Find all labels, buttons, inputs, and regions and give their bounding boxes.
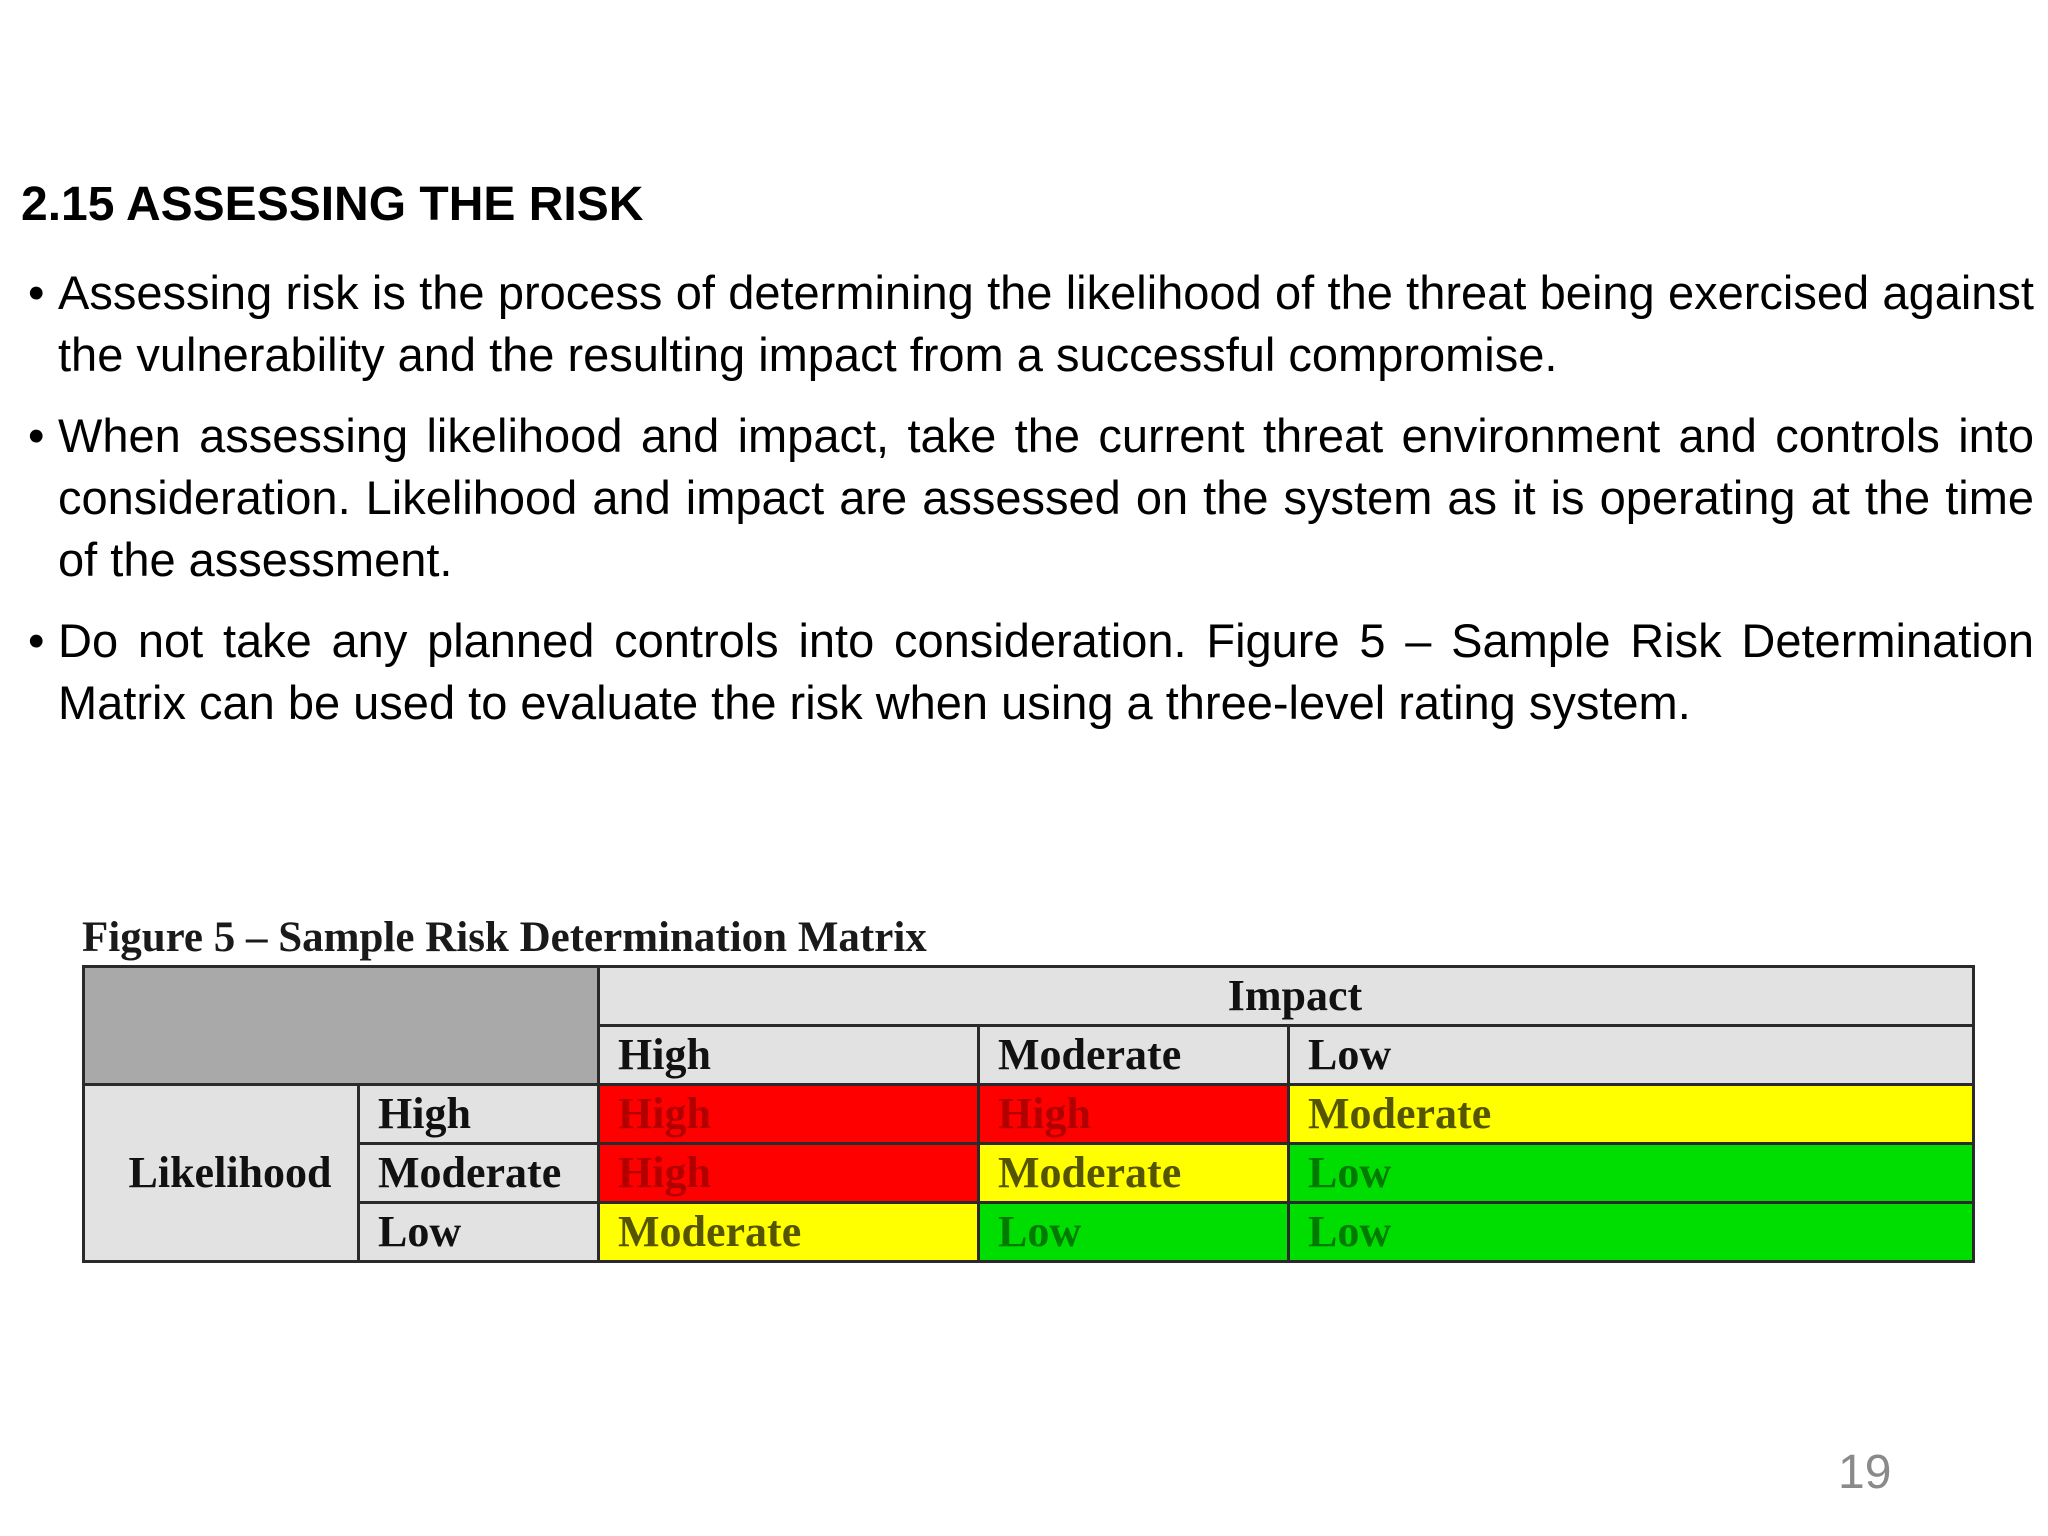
matrix-header-row — [84, 967, 1974, 1026]
risk-cell: High — [599, 1144, 979, 1203]
matrix-row-likelihood-moderate — [84, 1144, 1974, 1203]
risk-matrix — [82, 965, 1975, 1263]
figure-caption: Figure 5 – Sample Risk Determination Matrix — [82, 914, 927, 961]
matrix-row-likelihood-low — [84, 1203, 1974, 1262]
risk-cell: Low — [979, 1203, 1289, 1262]
impact-level-moderate: Moderate — [979, 1026, 1289, 1085]
bullet-marker-icon: • — [28, 614, 45, 667]
bullet-marker-icon: • — [28, 266, 45, 319]
bullet-list — [22, 262, 2034, 753]
likelihood-level-low: Low — [359, 1203, 599, 1262]
risk-cell: High — [979, 1085, 1289, 1144]
likelihood-level-moderate: Moderate — [359, 1144, 599, 1203]
slide-title: 2.15 ASSESSING THE RISK — [21, 178, 644, 231]
bullet-text: Do not take any planned controls into consideration. Figure 5 – Sample Risk Determination Matrix can be used to evaluate the risk when using a three-level rating system. — [58, 614, 2034, 729]
bullet-text: When assessing likelihood and impact, take the current threat environment and controls into consideration. Likelihood and impact are assessed on the system as it is operating at the time of the assessment. — [58, 409, 2034, 586]
impact-header: Impact — [599, 967, 1974, 1026]
risk-cell: Moderate — [1289, 1085, 1974, 1144]
risk-cell: High — [599, 1085, 979, 1144]
matrix-row-likelihood-high — [84, 1085, 1974, 1144]
impact-level-high: High — [599, 1026, 979, 1085]
risk-cell: Moderate — [979, 1144, 1289, 1203]
risk-cell: Low — [1289, 1144, 1974, 1203]
risk-cell: Moderate — [599, 1203, 979, 1262]
bullet-marker-icon: • — [28, 409, 45, 462]
risk-cell: Low — [1289, 1203, 1974, 1262]
matrix-corner-cell — [84, 967, 599, 1085]
impact-level-low: Low — [1289, 1026, 1974, 1085]
bullet-item — [22, 405, 2034, 591]
likelihood-level-high: High — [359, 1085, 599, 1144]
page-number: 19 — [1838, 1446, 1892, 1499]
likelihood-header: Likelihood — [84, 1085, 359, 1262]
bullet-item — [22, 262, 2034, 386]
bullet-item — [22, 610, 2034, 734]
bullet-text: Assessing risk is the process of determining the likelihood of the threat being exercised against the vulnerability and the resulting impact from a successful compromise. — [58, 266, 2034, 381]
